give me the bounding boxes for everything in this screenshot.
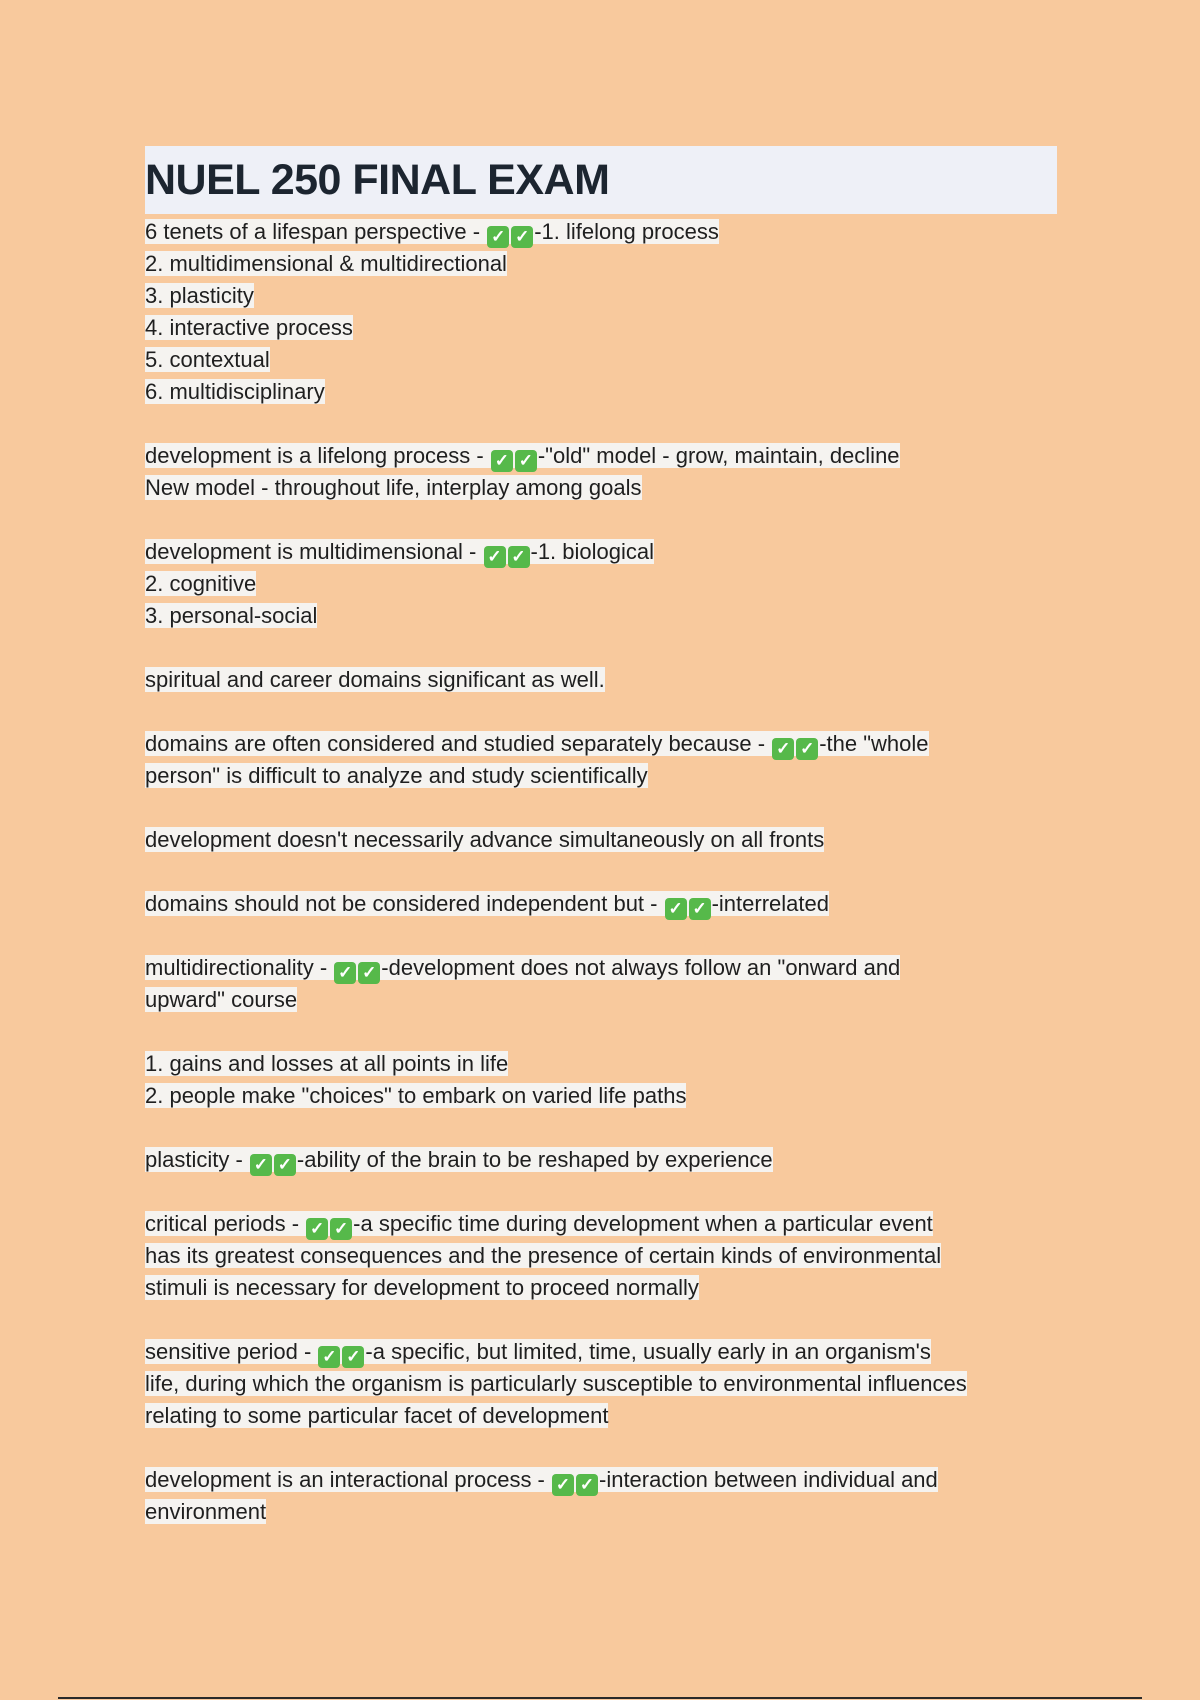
note-line xyxy=(145,664,1057,696)
checkmark-icon: ✓ xyxy=(508,546,530,568)
flashcard-entry xyxy=(145,440,1057,504)
entry-term: plasticity - xyxy=(145,1147,249,1172)
entry-answer-continued: stimuli is necessary for development to proceed normally xyxy=(145,1275,699,1300)
checkmark-icon: ✓ xyxy=(318,1346,340,1368)
checkmark-icon: ✓ xyxy=(342,1346,364,1368)
flashcard-entry xyxy=(145,1048,1057,1112)
entry-term: sensitive period - xyxy=(145,1339,318,1364)
entry-term: development is multidimensional - xyxy=(145,539,483,564)
answer-marker xyxy=(317,1339,365,1364)
checkmark-icon: ✓ xyxy=(250,1154,272,1176)
entry-first-line xyxy=(145,440,1057,472)
entry-continuation-line xyxy=(145,312,1057,344)
entry-continuation-line xyxy=(145,1400,1057,1432)
checkmark-icon: ✓ xyxy=(576,1474,598,1496)
checkmark-icon: ✓ xyxy=(515,450,537,472)
flashcard-entry xyxy=(145,952,1057,1016)
entry-term: domains are often considered and studied separately because - xyxy=(145,731,772,756)
entry-answer: -the "whole xyxy=(819,731,929,756)
entry-spacer xyxy=(145,1432,1057,1464)
flashcard-entry xyxy=(145,216,1057,408)
entry-answer: -a specific time during development when a particular event xyxy=(353,1211,933,1236)
entry-answer-continued: New model - throughout life, interplay among goals xyxy=(145,475,642,500)
entry-answer-continued: 3. personal-social xyxy=(145,603,318,628)
entry-first-line xyxy=(145,1208,1057,1240)
answer-marker xyxy=(551,1467,599,1492)
checkmark-icon: ✓ xyxy=(796,738,818,760)
entry-answer: -development does not always follow an "onward and xyxy=(381,955,901,980)
flashcard-entry xyxy=(145,728,1057,792)
entry-spacer xyxy=(145,920,1057,952)
entry-term: development is an interactional process - xyxy=(145,1467,551,1492)
entry-continuation-line xyxy=(145,600,1057,632)
entry-spacer xyxy=(145,1112,1057,1144)
list-line xyxy=(145,1048,1057,1080)
checkmark-icon: ✓ xyxy=(689,898,711,920)
list-line xyxy=(145,1080,1057,1112)
document-page xyxy=(145,146,1057,1528)
entry-term: 6 tenets of a lifespan perspective - xyxy=(145,219,487,244)
answer-marker xyxy=(490,443,538,468)
answer-marker xyxy=(771,731,819,756)
answer-marker xyxy=(483,539,531,564)
entry-term: domains should not be considered independent but - xyxy=(145,891,664,916)
entry-answer-continued: 4. interactive process xyxy=(145,315,353,340)
entry-continuation-line xyxy=(145,1272,1057,1304)
entry-continuation-line xyxy=(145,760,1057,792)
entry-answer: -interrelated xyxy=(711,891,829,916)
document-title: NUEL 250 FINAL EXAM xyxy=(145,155,610,204)
flashcard-entry xyxy=(145,1144,1057,1176)
flashcard-entry xyxy=(145,1208,1057,1304)
entry-answer-continued: person" is difficult to analyze and study scientifically xyxy=(145,763,648,788)
flashcard-entry xyxy=(145,1464,1057,1528)
flashcard-entry xyxy=(145,536,1057,632)
checkmark-icon: ✓ xyxy=(487,226,509,248)
entry-first-line xyxy=(145,216,1057,248)
entry-continuation-line xyxy=(145,984,1057,1016)
entry-answer: -a specific, but limited, time, usually early in an organism's xyxy=(365,1339,931,1364)
entry-first-line xyxy=(145,536,1057,568)
entry-spacer xyxy=(145,856,1057,888)
checkmark-icon: ✓ xyxy=(552,1474,574,1496)
checkmark-icon: ✓ xyxy=(665,898,687,920)
entry-continuation-line xyxy=(145,472,1057,504)
entry-first-line xyxy=(145,1464,1057,1496)
footer-rule xyxy=(58,1697,1142,1699)
entry-term: multidirectionality - xyxy=(145,955,334,980)
entry-spacer xyxy=(145,696,1057,728)
entry-term: critical periods - xyxy=(145,1211,306,1236)
flashcard-list xyxy=(145,216,1057,1528)
answer-marker xyxy=(305,1211,353,1236)
entry-continuation-line xyxy=(145,1368,1057,1400)
checkmark-icon: ✓ xyxy=(274,1154,296,1176)
title-bar xyxy=(145,146,1057,214)
entry-continuation-line xyxy=(145,344,1057,376)
entry-continuation-line xyxy=(145,248,1057,280)
list-item-text: 1. gains and losses at all points in life xyxy=(145,1051,509,1076)
answer-marker xyxy=(486,219,534,244)
flashcard-entry xyxy=(145,888,1057,920)
entry-answer: -1. biological xyxy=(530,539,655,564)
answer-marker xyxy=(664,891,712,916)
note-line xyxy=(145,824,1057,856)
list-item-text: 2. people make "choices" to embark on varied life paths xyxy=(145,1083,687,1108)
entry-spacer xyxy=(145,1016,1057,1048)
entry-first-line xyxy=(145,728,1057,760)
entry-answer-continued: 2. multidimensional & multidirectional xyxy=(145,251,507,276)
entry-answer: -"old" model - grow, maintain, decline xyxy=(537,443,900,468)
entry-continuation-line xyxy=(145,280,1057,312)
entry-answer-continued: 6. multidisciplinary xyxy=(145,379,325,404)
entry-spacer xyxy=(145,1304,1057,1336)
checkmark-icon: ✓ xyxy=(330,1218,352,1240)
entry-answer-continued: 3. plasticity xyxy=(145,283,254,308)
entry-spacer xyxy=(145,504,1057,536)
entry-answer-continued: 5. contextual xyxy=(145,347,270,372)
entry-first-line xyxy=(145,952,1057,984)
checkmark-icon: ✓ xyxy=(484,546,506,568)
entry-continuation-line xyxy=(145,568,1057,600)
entry-answer-continued: has its greatest consequences and the presence of certain kinds of environmental xyxy=(145,1243,942,1268)
flashcard-entry xyxy=(145,1336,1057,1432)
entry-first-line xyxy=(145,1336,1057,1368)
entry-answer: -interaction between individual and xyxy=(599,1467,938,1492)
entry-spacer xyxy=(145,408,1057,440)
checkmark-icon: ✓ xyxy=(306,1218,328,1240)
checkmark-icon: ✓ xyxy=(511,226,533,248)
entry-answer: -1. lifelong process xyxy=(534,219,719,244)
entry-answer-continued: upward" course xyxy=(145,987,298,1012)
entry-answer: -ability of the brain to be reshaped by experience xyxy=(296,1147,773,1172)
answer-marker xyxy=(333,955,381,980)
entry-term: development is a lifelong process - xyxy=(145,443,490,468)
note-text: development doesn't necessarily advance simultaneously on all fronts xyxy=(145,827,825,852)
entry-spacer xyxy=(145,792,1057,824)
flashcard-entry xyxy=(145,664,1057,696)
entry-answer-continued: life, during which the organism is particularly susceptible to environmental influences xyxy=(145,1371,967,1396)
checkmark-icon: ✓ xyxy=(491,450,513,472)
entry-answer-continued: 2. cognitive xyxy=(145,571,257,596)
entry-continuation-line xyxy=(145,1240,1057,1272)
entry-answer-continued: environment xyxy=(145,1499,267,1524)
entry-first-line xyxy=(145,1144,1057,1176)
flashcard-entry xyxy=(145,824,1057,856)
checkmark-icon: ✓ xyxy=(334,962,356,984)
checkmark-icon: ✓ xyxy=(772,738,794,760)
checkmark-icon: ✓ xyxy=(358,962,380,984)
entry-first-line xyxy=(145,888,1057,920)
note-text: spiritual and career domains significant as well. xyxy=(145,667,605,692)
entry-answer-continued: relating to some particular facet of development xyxy=(145,1403,609,1428)
entry-spacer xyxy=(145,632,1057,664)
entry-continuation-line xyxy=(145,376,1057,408)
answer-marker xyxy=(249,1147,297,1172)
entry-continuation-line xyxy=(145,1496,1057,1528)
entry-spacer xyxy=(145,1176,1057,1208)
